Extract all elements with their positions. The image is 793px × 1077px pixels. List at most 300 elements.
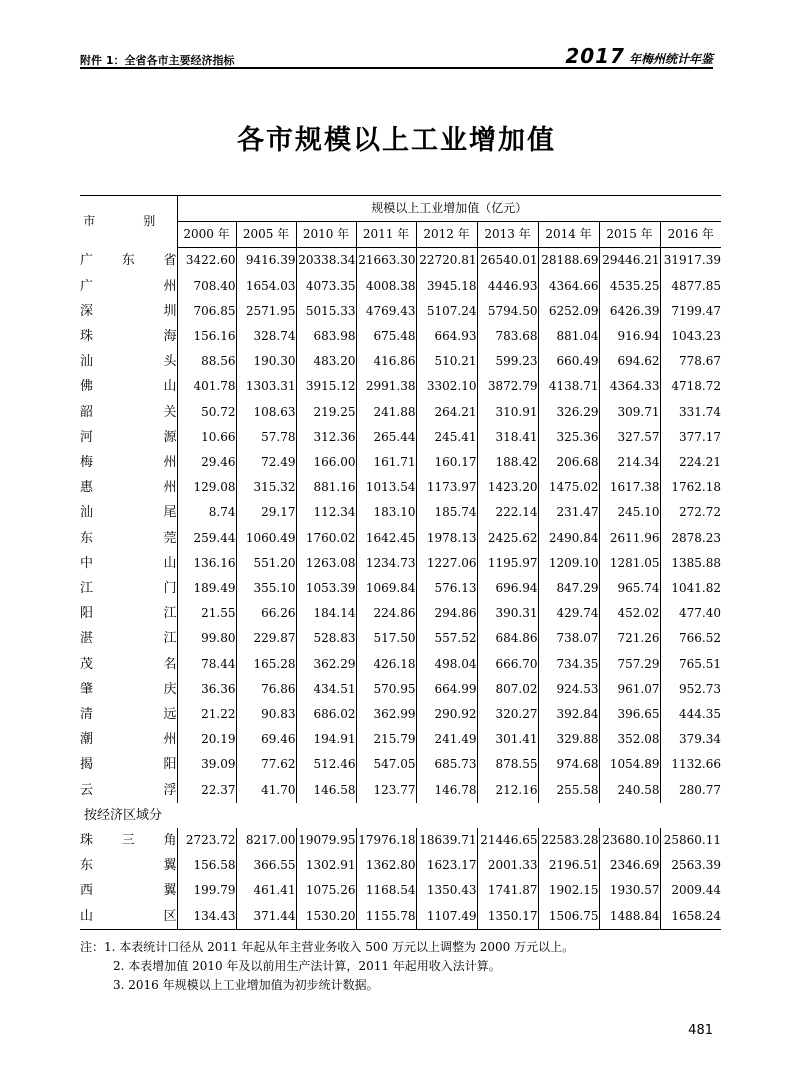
value-cell: 19079.95 [296, 828, 356, 853]
value-cell: 778.67 [679, 354, 721, 369]
value-cell: 1107.49 [416, 904, 477, 930]
value-cell: 498.04 [416, 652, 477, 677]
value-cell: 4769.43 [356, 299, 416, 324]
value-cell: 1902.15 [538, 878, 599, 903]
table-row [80, 526, 721, 551]
value-cell: 329.88 [538, 727, 599, 752]
value-cell: 134.43 [177, 904, 236, 930]
value-cell: 29.17 [236, 500, 296, 525]
value-cell: 39.09 [177, 752, 236, 777]
value-cell: 78.44 [177, 652, 236, 677]
value-cell: 1060.49 [236, 526, 296, 551]
value-cell: 272.72 [679, 505, 721, 520]
year-column-header: 2012 年 [416, 222, 477, 248]
region-name: 茂名 [80, 652, 177, 677]
value-cell: 721.26 [599, 626, 660, 651]
value-cell: 477.40 [679, 606, 721, 621]
value-cell: 185.74 [416, 500, 477, 525]
table-row [80, 828, 721, 853]
table-row [80, 450, 721, 475]
value-cell: 528.83 [296, 626, 356, 651]
value-cell: 123.77 [356, 778, 416, 803]
value-cell: 229.87 [236, 626, 296, 651]
value-cell: 961.07 [599, 677, 660, 702]
value-cell: 757.29 [599, 652, 660, 677]
yearbook-title: 年梅州统计年鉴 [628, 52, 713, 66]
value-cell: 312.36 [296, 425, 356, 450]
value-cell: 1054.89 [599, 752, 660, 777]
value-cell: 1617.38 [599, 475, 660, 500]
value-cell: 1209.10 [538, 551, 599, 576]
value-cell: 362.29 [296, 652, 356, 677]
value-cell: 99.80 [177, 626, 236, 651]
value-cell [660, 803, 721, 828]
value-cell: 331.74 [679, 404, 721, 419]
region-name: 佛山 [80, 374, 177, 399]
table-row [80, 652, 721, 677]
value-cell: 241.88 [356, 400, 416, 425]
value-cell: 1173.97 [416, 475, 477, 500]
value-cell [477, 803, 538, 828]
value-cell: 165.28 [236, 652, 296, 677]
table-row [80, 248, 721, 274]
value-cell: 2571.95 [236, 299, 296, 324]
value-cell: 452.02 [599, 601, 660, 626]
value-cell: 328.74 [236, 324, 296, 349]
value-cell: 1227.06 [416, 551, 477, 576]
value-cell: 916.94 [599, 324, 660, 349]
group-column-header: 规模以上工业增加值（亿元） [177, 196, 721, 222]
table-row [80, 475, 721, 500]
region-name: 湛江 [80, 626, 177, 651]
value-cell: 20.19 [177, 727, 236, 752]
table-row [80, 853, 721, 878]
region-name: 肇庆 [80, 677, 177, 702]
value-cell: 6252.09 [538, 299, 599, 324]
value-cell: 29446.21 [599, 248, 660, 274]
value-cell: 8217.00 [236, 828, 296, 853]
value-cell: 265.44 [356, 425, 416, 450]
region-name: 韶关 [80, 400, 177, 425]
value-cell: 1741.87 [477, 878, 538, 903]
value-cell: 4446.93 [477, 274, 538, 299]
value-cell: 1155.78 [356, 904, 416, 930]
value-cell: 188.42 [477, 450, 538, 475]
industry-value-table [80, 195, 721, 930]
value-cell: 1506.75 [538, 904, 599, 930]
value-cell: 8.74 [177, 500, 236, 525]
value-cell: 166.00 [296, 450, 356, 475]
value-cell: 878.55 [477, 752, 538, 777]
value-cell: 194.91 [296, 727, 356, 752]
value-cell: 355.10 [236, 576, 296, 601]
value-cell: 881.16 [296, 475, 356, 500]
value-cell: 23680.10 [599, 828, 660, 853]
value-cell: 214.34 [599, 450, 660, 475]
value-cell: 401.78 [177, 374, 236, 399]
value-cell: 517.50 [356, 626, 416, 651]
region-name: 汕头 [80, 349, 177, 374]
table-row [80, 551, 721, 576]
value-cell: 156.58 [177, 853, 236, 878]
value-cell: 599.23 [477, 349, 538, 374]
value-cell: 686.02 [296, 702, 356, 727]
yearbook-year: 2017 [565, 44, 625, 68]
value-cell: 362.99 [356, 702, 416, 727]
value-cell: 189.49 [177, 576, 236, 601]
value-cell: 1013.54 [356, 475, 416, 500]
value-cell: 2991.38 [356, 374, 416, 399]
value-cell: 1053.39 [296, 576, 356, 601]
year-column-header: 2005 年 [236, 222, 296, 248]
value-cell: 1043.23 [671, 329, 721, 344]
year-column-header: 2010 年 [296, 222, 356, 248]
value-cell: 974.68 [538, 752, 599, 777]
value-cell: 3915.12 [296, 374, 356, 399]
value-cell: 675.48 [356, 324, 416, 349]
value-cell: 26540.01 [477, 248, 538, 274]
value-cell: 4877.85 [671, 278, 721, 293]
value-cell: 1623.17 [416, 853, 477, 878]
region-name: 阳江 [80, 601, 177, 626]
value-cell: 315.32 [236, 475, 296, 500]
region-name: 河源 [80, 425, 177, 450]
running-header-right [565, 44, 713, 68]
region-name: 珠海 [80, 324, 177, 349]
value-cell: 1281.05 [599, 551, 660, 576]
value-cell: 2490.84 [538, 526, 599, 551]
value-cell: 1195.97 [477, 551, 538, 576]
value-cell: 4535.25 [599, 274, 660, 299]
value-cell: 1475.02 [538, 475, 599, 500]
value-cell: 379.34 [679, 732, 721, 747]
value-cell: 22720.81 [416, 248, 477, 274]
value-cell: 807.02 [477, 677, 538, 702]
value-cell: 1658.24 [660, 904, 721, 930]
value-cell: 738.07 [538, 626, 599, 651]
table-row [80, 274, 721, 299]
value-cell: 212.16 [477, 778, 538, 803]
value-cell: 352.08 [599, 727, 660, 752]
region-name: 广东省 [80, 248, 177, 274]
value-cell: 570.95 [356, 677, 416, 702]
value-cell: 4364.33 [599, 374, 660, 399]
value-cell: 21.55 [177, 601, 236, 626]
value-cell: 18639.71 [416, 828, 477, 853]
value-cell: 783.68 [477, 324, 538, 349]
value-cell: 146.78 [416, 778, 477, 803]
value-cell: 66.26 [236, 601, 296, 626]
value-cell: 461.41 [236, 878, 296, 903]
value-cell: 255.58 [538, 778, 599, 803]
value-cell: 2563.39 [671, 858, 721, 873]
value-cell: 320.27 [477, 702, 538, 727]
value-cell: 3422.60 [177, 248, 236, 274]
region-name: 江门 [80, 576, 177, 601]
value-cell: 72.49 [236, 450, 296, 475]
value-cell: 112.34 [296, 500, 356, 525]
value-cell: 483.20 [296, 349, 356, 374]
value-cell: 444.35 [679, 707, 721, 722]
value-cell: 136.16 [177, 551, 236, 576]
value-cell: 734.35 [538, 652, 599, 677]
footnotes [80, 938, 574, 995]
region-name: 东莞 [80, 526, 177, 551]
value-cell: 1530.20 [296, 904, 356, 930]
value-cell: 1385.88 [671, 555, 721, 570]
value-cell: 3302.10 [416, 374, 477, 399]
value-cell: 21663.30 [356, 248, 416, 274]
value-cell: 222.14 [477, 500, 538, 525]
year-column-header: 2014 年 [538, 222, 599, 248]
table-row [80, 778, 721, 803]
value-cell: 20338.34 [296, 248, 356, 274]
value-cell: 684.86 [477, 626, 538, 651]
value-cell: 1075.26 [296, 878, 356, 903]
value-cell: 156.16 [177, 324, 236, 349]
footnote-3: 3. 2016 年规模以上工业增加值为初步统计数据。 [113, 978, 379, 992]
value-cell: 5015.33 [296, 299, 356, 324]
region-name: 云浮 [80, 778, 177, 803]
value-cell: 224.86 [356, 601, 416, 626]
value-cell [356, 803, 416, 828]
value-cell: 666.70 [477, 652, 538, 677]
value-cell: 1041.82 [671, 581, 721, 596]
value-cell: 2611.96 [599, 526, 660, 551]
region-name: 广州 [80, 274, 177, 299]
footnote-2: 2. 本表增加值 2010 年及以前用生产法计算，2011 年起用收入法计算。 [113, 959, 501, 973]
section-row [80, 803, 721, 828]
value-cell: 708.40 [177, 274, 236, 299]
value-cell: 1350.43 [416, 878, 477, 903]
value-cell: 1760.02 [296, 526, 356, 551]
table-row [80, 878, 721, 903]
value-cell: 1423.20 [477, 475, 538, 500]
value-cell: 325.36 [538, 425, 599, 450]
value-cell: 2009.44 [671, 883, 721, 898]
value-cell: 25860.11 [663, 833, 721, 848]
value-cell: 41.70 [236, 778, 296, 803]
value-cell: 10.66 [177, 425, 236, 450]
table-row [80, 324, 721, 349]
value-cell: 4008.38 [356, 274, 416, 299]
value-cell: 416.86 [356, 349, 416, 374]
value-cell: 576.13 [416, 576, 477, 601]
value-cell: 1132.66 [671, 757, 721, 772]
value-cell: 5107.24 [416, 299, 477, 324]
value-cell: 1930.57 [599, 878, 660, 903]
table-row [80, 425, 721, 450]
value-cell: 290.92 [416, 702, 477, 727]
value-cell: 3872.79 [477, 374, 538, 399]
value-cell: 683.98 [296, 324, 356, 349]
value-cell: 512.46 [296, 752, 356, 777]
value-cell: 1488.84 [599, 904, 660, 930]
region-name: 珠三角 [80, 828, 177, 853]
value-cell: 685.73 [416, 752, 477, 777]
value-cell: 22.37 [177, 778, 236, 803]
value-cell [296, 803, 356, 828]
value-cell: 434.51 [296, 677, 356, 702]
value-cell: 660.49 [538, 349, 599, 374]
value-cell: 2346.69 [599, 853, 660, 878]
value-cell: 129.08 [177, 475, 236, 500]
value-cell: 190.30 [236, 349, 296, 374]
value-cell: 3945.18 [416, 274, 477, 299]
value-cell: 2878.23 [671, 530, 721, 545]
value-cell: 392.84 [538, 702, 599, 727]
value-cell: 199.79 [177, 878, 236, 903]
year-column-header: 2015 年 [599, 222, 660, 248]
value-cell: 696.94 [477, 576, 538, 601]
value-cell: 21.22 [177, 702, 236, 727]
value-cell: 557.52 [416, 626, 477, 651]
region-name: 汕尾 [80, 500, 177, 525]
value-cell: 4138.71 [538, 374, 599, 399]
value-cell: 90.83 [236, 702, 296, 727]
value-cell: 259.44 [177, 526, 236, 551]
value-cell: 327.57 [599, 425, 660, 450]
footnote-1: 注：1. 本表统计口径从 2011 年起从年主营业务收入 500 万元以上调整为 2000 万元以上。 [80, 940, 575, 954]
value-cell: 9416.39 [236, 248, 296, 274]
value-cell: 6426.39 [599, 299, 660, 324]
value-cell: 510.21 [416, 349, 477, 374]
value-cell: 183.10 [356, 500, 416, 525]
value-cell [177, 803, 236, 828]
year-column-header: 2013 年 [477, 222, 538, 248]
value-cell: 160.17 [416, 450, 477, 475]
header-rule [80, 67, 713, 69]
table-row [80, 727, 721, 752]
value-cell: 29.46 [177, 450, 236, 475]
value-cell: 21446.65 [477, 828, 538, 853]
value-cell: 5794.50 [477, 299, 538, 324]
value-cell: 426.18 [356, 652, 416, 677]
value-cell: 76.86 [236, 677, 296, 702]
year-column-header: 2011 年 [356, 222, 416, 248]
value-cell: 77.62 [236, 752, 296, 777]
table-row [80, 349, 721, 374]
region-name: 潮州 [80, 727, 177, 752]
running-header-left: 附件 1：全省各市主要经济指标 [80, 54, 235, 67]
region-name: 揭阳 [80, 752, 177, 777]
value-cell: 2425.62 [477, 526, 538, 551]
region-name: 惠州 [80, 475, 177, 500]
value-cell: 1234.73 [356, 551, 416, 576]
value-cell: 847.29 [538, 576, 599, 601]
table-row [80, 601, 721, 626]
value-cell: 17976.18 [356, 828, 416, 853]
value-cell: 1978.13 [416, 526, 477, 551]
value-cell: 4364.66 [538, 274, 599, 299]
value-cell: 396.65 [599, 702, 660, 727]
year-column-header: 2000 年 [177, 222, 236, 248]
value-cell: 1350.17 [477, 904, 538, 930]
value-cell: 1654.03 [236, 274, 296, 299]
value-cell: 301.41 [477, 727, 538, 752]
value-cell: 765.51 [679, 656, 721, 671]
value-cell: 366.55 [236, 853, 296, 878]
value-cell: 146.58 [296, 778, 356, 803]
value-cell: 924.53 [538, 677, 599, 702]
value-cell: 1303.31 [236, 374, 296, 399]
value-cell: 952.73 [679, 681, 721, 696]
value-cell: 377.17 [679, 429, 721, 444]
table-row [80, 500, 721, 525]
value-cell: 215.79 [356, 727, 416, 752]
table-row [80, 752, 721, 777]
value-cell: 881.04 [538, 324, 599, 349]
year-column-header: 2016 年 [660, 222, 721, 248]
section-label: 按经济区域分 [84, 807, 163, 823]
table-row [80, 677, 721, 702]
value-cell: 4073.35 [296, 274, 356, 299]
value-cell: 309.71 [599, 400, 660, 425]
value-cell: 22583.28 [538, 828, 599, 853]
value-cell: 766.52 [679, 631, 721, 646]
value-cell: 69.46 [236, 727, 296, 752]
value-cell: 2723.72 [177, 828, 236, 853]
value-cell: 28188.69 [538, 248, 599, 274]
table-row [80, 702, 721, 727]
value-cell: 2196.51 [538, 853, 599, 878]
value-cell [416, 803, 477, 828]
value-cell: 7199.47 [671, 303, 721, 318]
table-row [80, 904, 721, 930]
value-cell: 50.72 [177, 400, 236, 425]
value-cell: 57.78 [236, 425, 296, 450]
value-cell: 318.41 [477, 425, 538, 450]
value-cell: 965.74 [599, 576, 660, 601]
value-cell [236, 803, 296, 828]
value-cell: 231.47 [538, 500, 599, 525]
value-cell: 1642.45 [356, 526, 416, 551]
value-cell: 280.77 [679, 782, 721, 797]
value-cell: 224.21 [679, 455, 721, 470]
region-name: 中山 [80, 551, 177, 576]
value-cell: 706.85 [177, 299, 236, 324]
region-name: 西翼 [80, 878, 177, 903]
value-cell: 1762.18 [671, 480, 721, 495]
value-cell: 1069.84 [356, 576, 416, 601]
value-cell: 4718.72 [671, 379, 721, 394]
value-cell: 429.74 [538, 601, 599, 626]
table-row [80, 576, 721, 601]
page-number: 481 [688, 1023, 713, 1038]
region-name: 深圳 [80, 299, 177, 324]
value-cell: 245.10 [599, 500, 660, 525]
region-name: 清远 [80, 702, 177, 727]
value-cell: 88.56 [177, 349, 236, 374]
value-cell: 264.21 [416, 400, 477, 425]
value-cell: 551.20 [236, 551, 296, 576]
value-cell: 241.49 [416, 727, 477, 752]
page-title: 各市规模以上工业增加值 [237, 125, 556, 156]
value-cell [599, 803, 660, 828]
value-cell: 547.05 [356, 752, 416, 777]
value-cell: 245.41 [416, 425, 477, 450]
table-row [80, 299, 721, 324]
table-row [80, 400, 721, 425]
value-cell: 1302.91 [296, 853, 356, 878]
value-cell: 219.25 [296, 400, 356, 425]
value-cell: 36.36 [177, 677, 236, 702]
value-cell: 240.58 [599, 778, 660, 803]
region-name: 梅州 [80, 450, 177, 475]
value-cell: 664.99 [416, 677, 477, 702]
value-cell: 31917.39 [663, 253, 721, 268]
value-cell: 1168.54 [356, 878, 416, 903]
